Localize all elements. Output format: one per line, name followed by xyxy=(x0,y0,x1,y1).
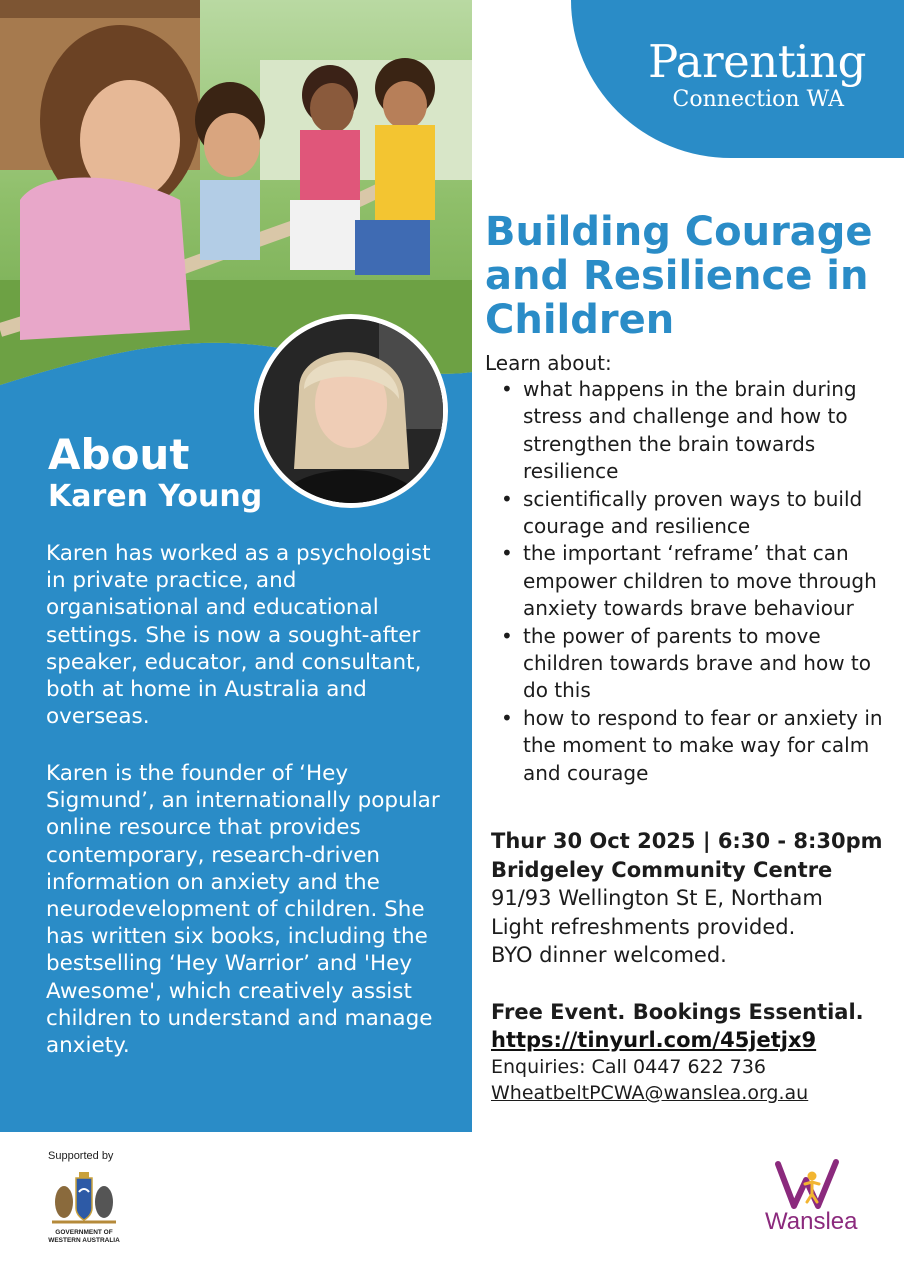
list-item: • how to respond to fear or anxiety in the moment to make way for calm and courage xyxy=(485,705,900,787)
bookings-headline: Free Event. Bookings Essential. xyxy=(491,1000,864,1024)
event-address: 91/93 Wellington St E, Northam xyxy=(491,886,823,910)
event-refreshments: Light refreshments provided. xyxy=(491,914,796,939)
gov-line-2: WESTERN AUSTRALIA xyxy=(48,1237,120,1244)
about-paragraph-1: Karen has worked as a psychologist in private practice, and organisational and educational settings. She is now a sought-after speaker, educator, and consultant, both at home in Australia and overseas. xyxy=(46,541,431,730)
bookings xyxy=(491,998,901,1106)
event-venue: Bridgeley Community Centre xyxy=(491,857,833,882)
brand-line-1: Parenting xyxy=(648,35,866,88)
event-title: Building Courage and Resilience in Children xyxy=(485,209,873,343)
event-details xyxy=(491,827,901,970)
about-heading: About xyxy=(48,430,190,479)
booking-link[interactable]: https://tinyurl.com/45jetjx9 xyxy=(491,1028,817,1052)
wanslea-wordmark: Wanslea xyxy=(765,1208,858,1235)
wanslea-logo-icon xyxy=(772,1158,852,1212)
parenting-connection-badge xyxy=(571,0,904,158)
learn-list xyxy=(485,376,900,787)
event-datetime: Thur 30 Oct 2025 | 6:30 - 8:30pm xyxy=(491,829,883,853)
supported-by-label: Supported by xyxy=(48,1150,114,1162)
wa-government-crest-icon xyxy=(46,1170,122,1230)
karen-young-portrait xyxy=(254,314,448,508)
gov-line-1: GOVERNMENT OF xyxy=(55,1229,113,1236)
brand-line-2: Connection WA xyxy=(672,87,844,112)
enquiries-email-link[interactable]: WheatbeltPCWA@wanslea.org.au xyxy=(491,1082,809,1104)
event-dinner: BYO dinner welcomed. xyxy=(491,943,727,967)
list-item: • scientifically proven ways to build courage and resilience xyxy=(485,486,900,541)
learn-intro: Learn about: xyxy=(485,351,612,375)
about-paragraph-2: Karen is the founder of ‘Hey Sigmund’, an internationally popular online resource that provides contemporary, research-driven information on anxiety and the neurodevelopment of children. She has written six books, including the bestselling ‘Hey Warrior’ and 'Hey Awesome', which creatively assist children to understand and manage anxiety. xyxy=(46,761,440,1059)
enquiries-phone: Enquiries: Call 0447 622 736 xyxy=(491,1056,767,1078)
government-label xyxy=(42,1229,126,1245)
list-item: • what happens in the brain during stress and challenge and how to strengthen the brain towards resilience xyxy=(485,376,900,486)
speaker-name: Karen Young xyxy=(48,479,263,514)
list-item: • the important ‘reframe’ that can empower children to move through anxiety towards brave behaviour xyxy=(485,540,900,622)
list-item: • the power of parents to move children towards brave and how to do this xyxy=(485,623,900,705)
